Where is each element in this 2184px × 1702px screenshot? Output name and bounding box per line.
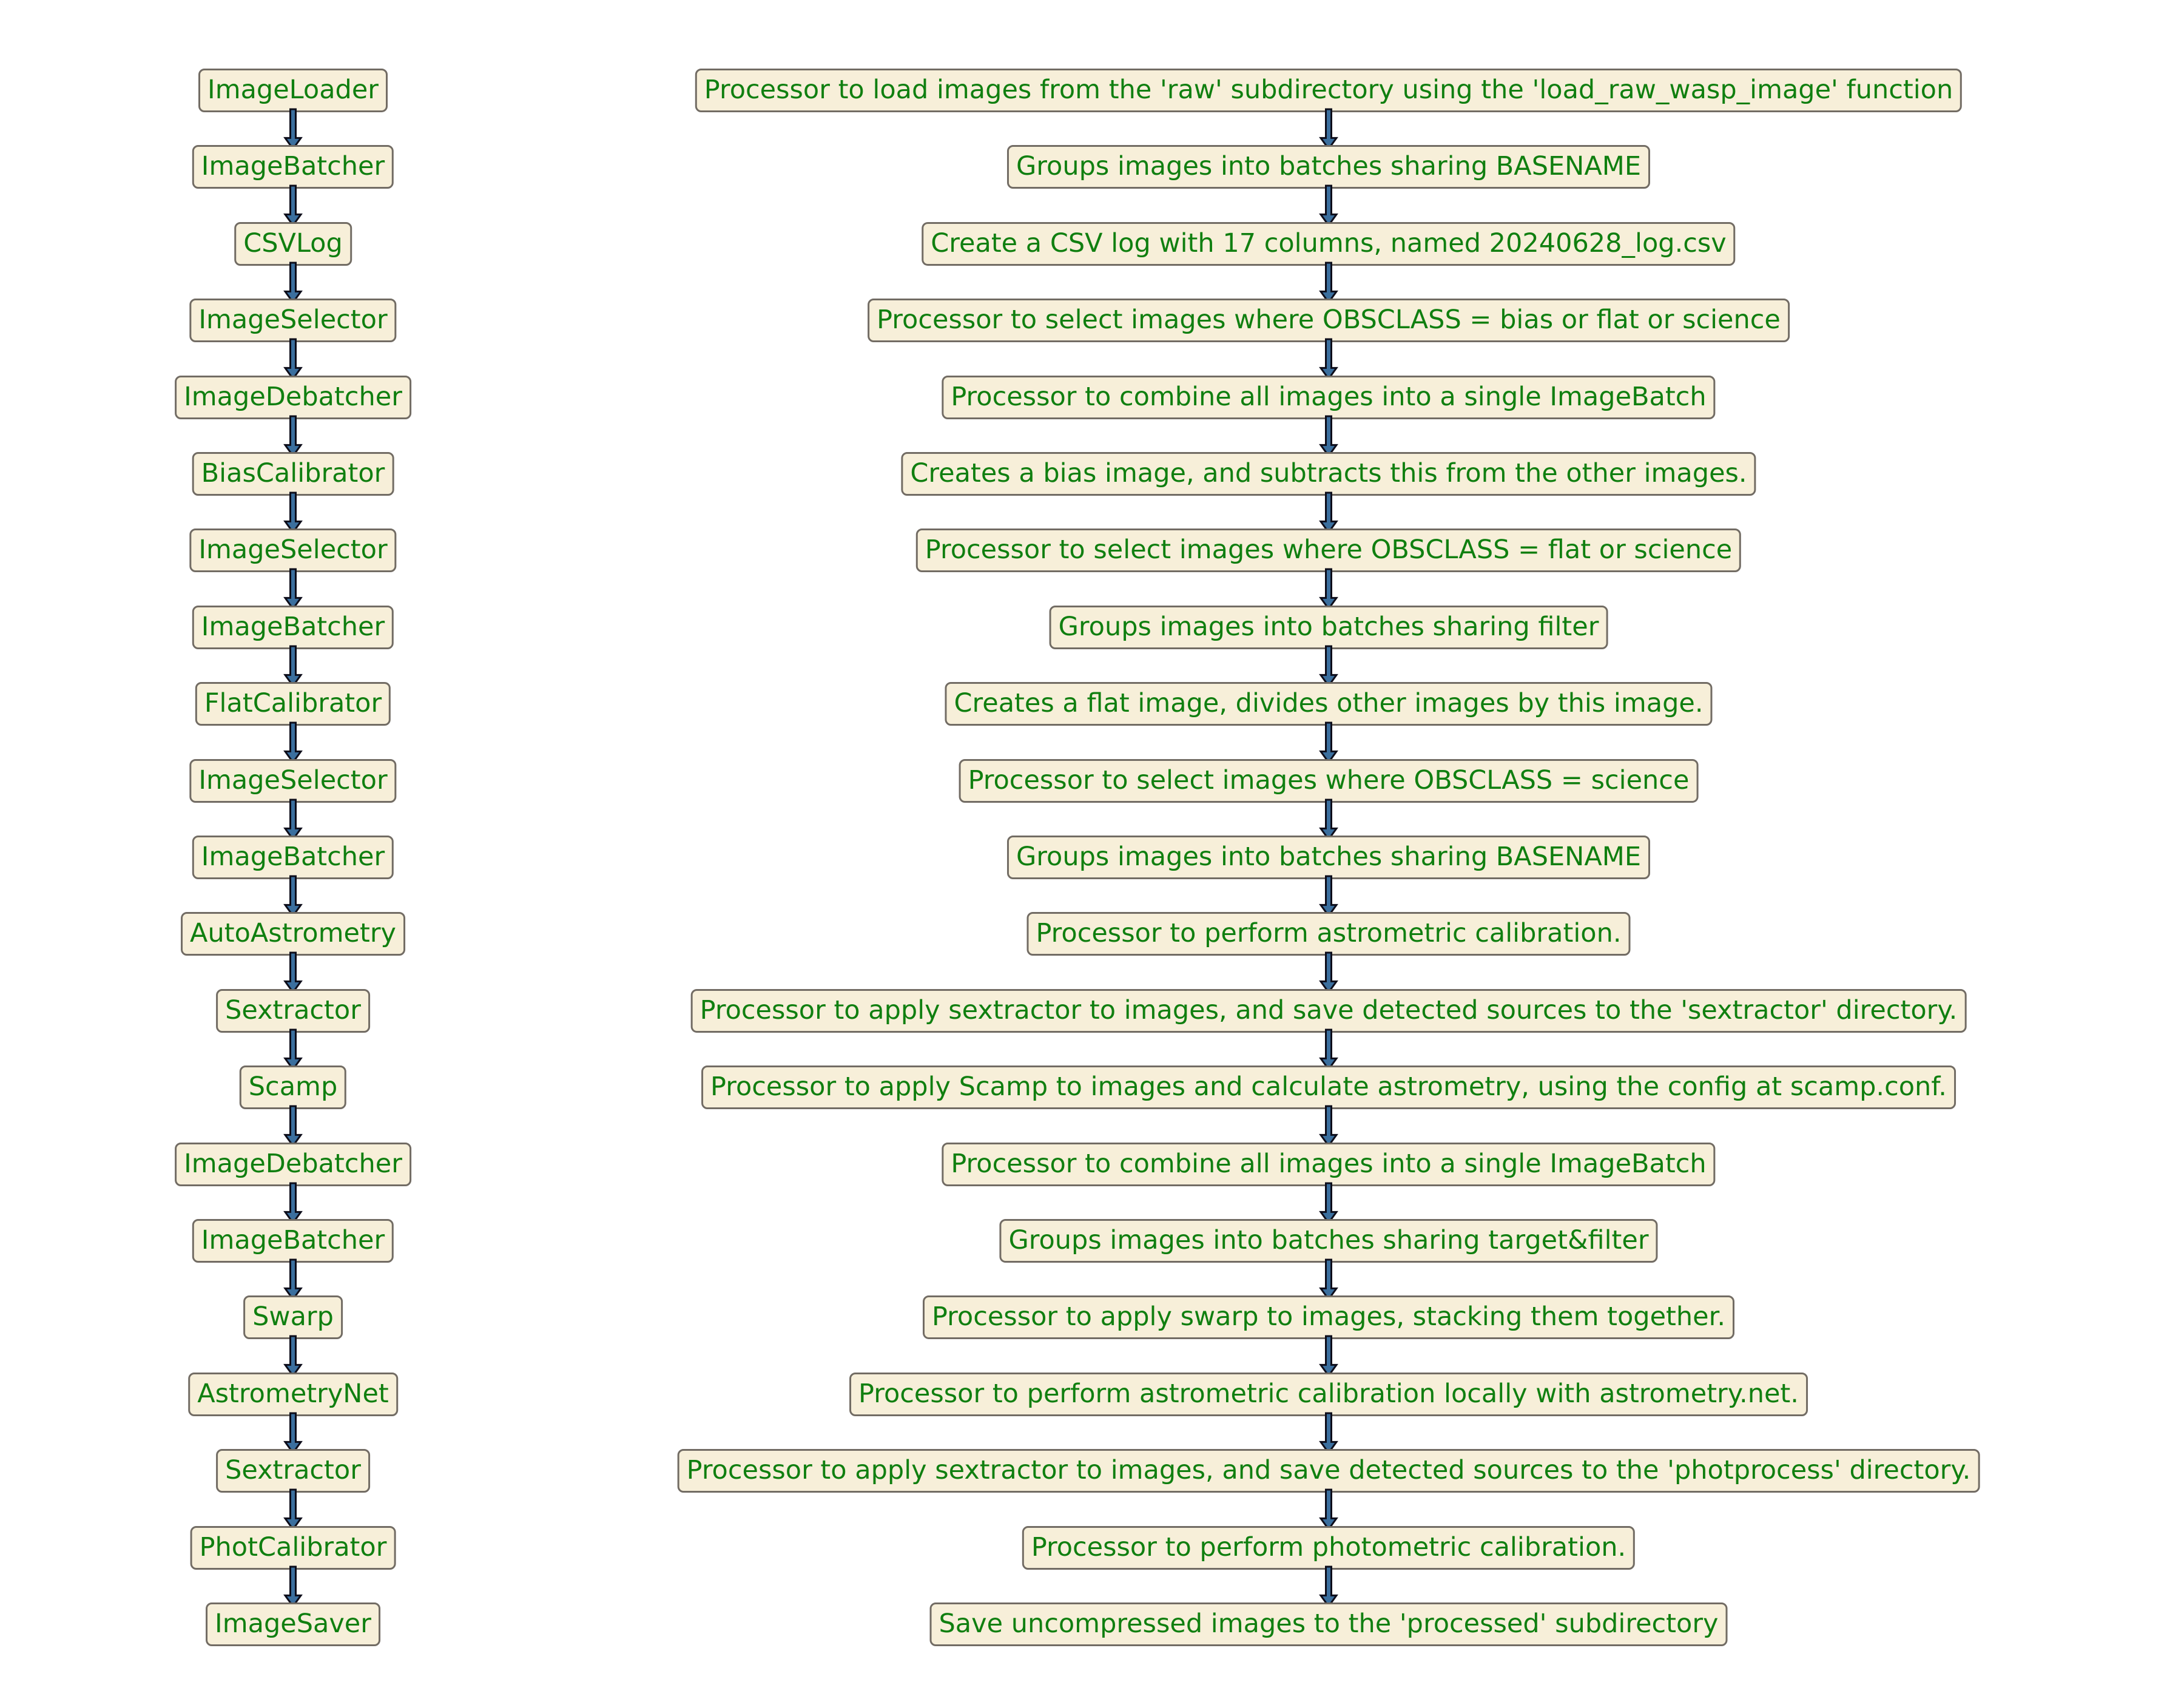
description-node: Processor to select images where OBSCLASS = science [959, 759, 1699, 803]
arrow-shape [285, 800, 301, 839]
processor-node-imagedebatcher: ImageDebatcher [175, 376, 411, 419]
processor-node-imagesaver: ImageSaver [206, 1602, 380, 1646]
description-node: Save uncompressed images to the 'processed' subdirectory [930, 1602, 1728, 1646]
processor-arrow-down [283, 1490, 303, 1529]
arrow-shape [285, 1106, 301, 1146]
arrow-shape [1321, 1336, 1336, 1376]
processor-arrow-down [283, 953, 303, 992]
arrow-shape [285, 569, 301, 609]
description-arrow-down [1319, 339, 1338, 379]
arrow-shape [1321, 800, 1336, 839]
processor-node-imageselector: ImageSelector [189, 759, 396, 803]
description-arrow-down [1319, 1567, 1338, 1606]
processor-arrow-down [283, 109, 303, 149]
processor-arrow-down [283, 1567, 303, 1606]
description-arrow-down [1319, 109, 1338, 149]
arrow-shape [285, 109, 301, 149]
description-arrow-down [1319, 1490, 1338, 1529]
processor-node-imageselector: ImageSelector [189, 528, 396, 572]
arrow-shape [285, 1490, 301, 1529]
description-node: Processor to select images where OBSCLASS = flat or science [916, 528, 1741, 572]
arrow-shape [1321, 569, 1336, 609]
description-arrow-down [1319, 569, 1338, 609]
processor-arrow-down [283, 1336, 303, 1376]
description-node: Groups images into batches sharing BASENAME [1007, 836, 1650, 879]
arrow-shape [285, 263, 301, 302]
arrow-shape [1321, 186, 1336, 225]
description-node: Groups images into batches sharing BASENAME [1007, 145, 1650, 189]
arrow-shape [1321, 723, 1336, 762]
processor-node-imagebatcher: ImageBatcher [192, 1219, 394, 1263]
processor-node-sextractor: Sextractor [216, 989, 370, 1033]
description-node: Groups images into batches sharing target&filter [999, 1219, 1657, 1263]
arrow-shape [285, 1413, 301, 1453]
processor-arrow-down [283, 186, 303, 225]
processor-node-imagebatcher: ImageBatcher [192, 606, 394, 649]
description-node: Creates a flat image, divides other images by this image. [945, 682, 1712, 726]
processor-node-flatcalibrator: FlatCalibrator [195, 682, 391, 726]
description-node: Processor to perform astrometric calibration. [1026, 912, 1630, 956]
processor-arrow-down [283, 263, 303, 302]
description-arrow-down [1319, 876, 1338, 916]
description-arrow-down [1319, 800, 1338, 839]
arrow-shape [1321, 1030, 1336, 1069]
processor-arrow-down [283, 569, 303, 609]
processor-arrow-down [283, 646, 303, 686]
description-node: Processor to select images where OBSCLASS = bias or flat or science [868, 299, 1790, 342]
description-arrow-down [1319, 1260, 1338, 1299]
description-node: Processor to combine all images into a single ImageBatch [942, 1143, 1715, 1186]
description-arrow-down [1319, 953, 1338, 992]
arrow-shape [285, 1567, 301, 1606]
processor-arrow-down [283, 800, 303, 839]
arrow-shape [1321, 876, 1336, 916]
processor-arrow-down [283, 1106, 303, 1146]
arrow-shape [1321, 1106, 1336, 1146]
processor-node-autoastrometry: AutoAstrometry [181, 912, 405, 956]
description-arrow-down [1319, 1106, 1338, 1146]
description-arrow-down [1319, 1183, 1338, 1223]
description-node: Creates a bias image, and subtracts this from the other images. [901, 452, 1756, 496]
processor-arrow-down [283, 1260, 303, 1299]
description-node: Processor to apply sextractor to images, and save detected sources to the 'sextractor' directory. [691, 989, 1967, 1033]
processor-arrow-down [283, 493, 303, 532]
arrow-shape [1321, 1413, 1336, 1453]
processor-node-imageloader: ImageLoader [198, 69, 388, 112]
arrow-shape [1321, 339, 1336, 379]
arrow-shape [1321, 493, 1336, 532]
arrow-shape [1321, 1260, 1336, 1299]
processor-node-imagebatcher: ImageBatcher [192, 836, 394, 879]
arrow-shape [285, 416, 301, 456]
arrow-shape [285, 339, 301, 379]
description-node: Processor to apply Scamp to images and calculate astrometry, using the config at scamp.conf. [701, 1065, 1956, 1109]
arrow-shape [1321, 1183, 1336, 1223]
description-node: Processor to combine all images into a single ImageBatch [942, 376, 1715, 419]
arrow-shape [1321, 263, 1336, 302]
processor-node-sextractor: Sextractor [216, 1449, 370, 1493]
processor-node-imageselector: ImageSelector [189, 299, 396, 342]
processor-arrow-down [283, 416, 303, 456]
arrow-shape [1321, 109, 1336, 149]
arrow-shape [285, 723, 301, 762]
description-arrow-down [1319, 263, 1338, 302]
processor-node-photcalibrator: PhotCalibrator [190, 1526, 396, 1570]
arrow-shape [285, 953, 301, 992]
arrow-shape [285, 493, 301, 532]
description-node: Processor to apply swarp to images, stacking them together. [923, 1295, 1734, 1339]
description-arrow-down [1319, 1413, 1338, 1453]
description-arrow-down [1319, 416, 1338, 456]
processor-arrow-down [283, 1183, 303, 1223]
processor-arrow-down [283, 1413, 303, 1453]
description-arrow-down [1319, 723, 1338, 762]
processor-node-scamp: Scamp [240, 1065, 346, 1109]
arrow-shape [1321, 1567, 1336, 1606]
arrow-shape [285, 1030, 301, 1069]
processor-node-imagebatcher: ImageBatcher [192, 145, 394, 189]
description-node: Create a CSV log with 17 columns, named 20240628_log.csv [922, 222, 1735, 266]
processor-arrow-down [283, 876, 303, 916]
processor-node-csvlog: CSVLog [234, 222, 352, 266]
arrow-shape [285, 876, 301, 916]
description-arrow-down [1319, 1030, 1338, 1069]
description-arrow-down [1319, 493, 1338, 532]
arrow-shape [285, 646, 301, 686]
processor-node-astrometrynet: AstrometryNet [188, 1373, 398, 1416]
description-arrow-down [1319, 1336, 1338, 1376]
processor-node-imagedebatcher: ImageDebatcher [175, 1143, 411, 1186]
arrow-shape [1321, 1490, 1336, 1529]
arrow-shape [285, 1336, 301, 1376]
description-arrow-down [1319, 646, 1338, 686]
processor-arrow-down [283, 1030, 303, 1069]
arrow-shape [1321, 646, 1336, 686]
description-node: Processor to perform astrometric calibration locally with astrometry.net. [849, 1373, 1808, 1416]
arrow-shape [1321, 416, 1336, 456]
description-node: Processor to load images from the 'raw' subdirectory using the 'load_raw_wasp_image' function [695, 69, 1962, 112]
processor-arrow-down [283, 723, 303, 762]
arrow-shape [285, 1260, 301, 1299]
description-arrow-down [1319, 186, 1338, 225]
processor-node-swarp: Swarp [243, 1295, 343, 1339]
description-node: Processor to perform photometric calibration. [1022, 1526, 1635, 1570]
arrow-shape [285, 1183, 301, 1223]
description-node: Processor to apply sextractor to images, and save detected sources to the 'photprocess' directory. [678, 1449, 1980, 1493]
arrow-shape [285, 186, 301, 225]
processor-arrow-down [283, 339, 303, 379]
arrow-shape [1321, 953, 1336, 992]
description-node: Groups images into batches sharing filter [1050, 606, 1608, 649]
processor-node-biascalibrator: BiasCalibrator [192, 452, 394, 496]
